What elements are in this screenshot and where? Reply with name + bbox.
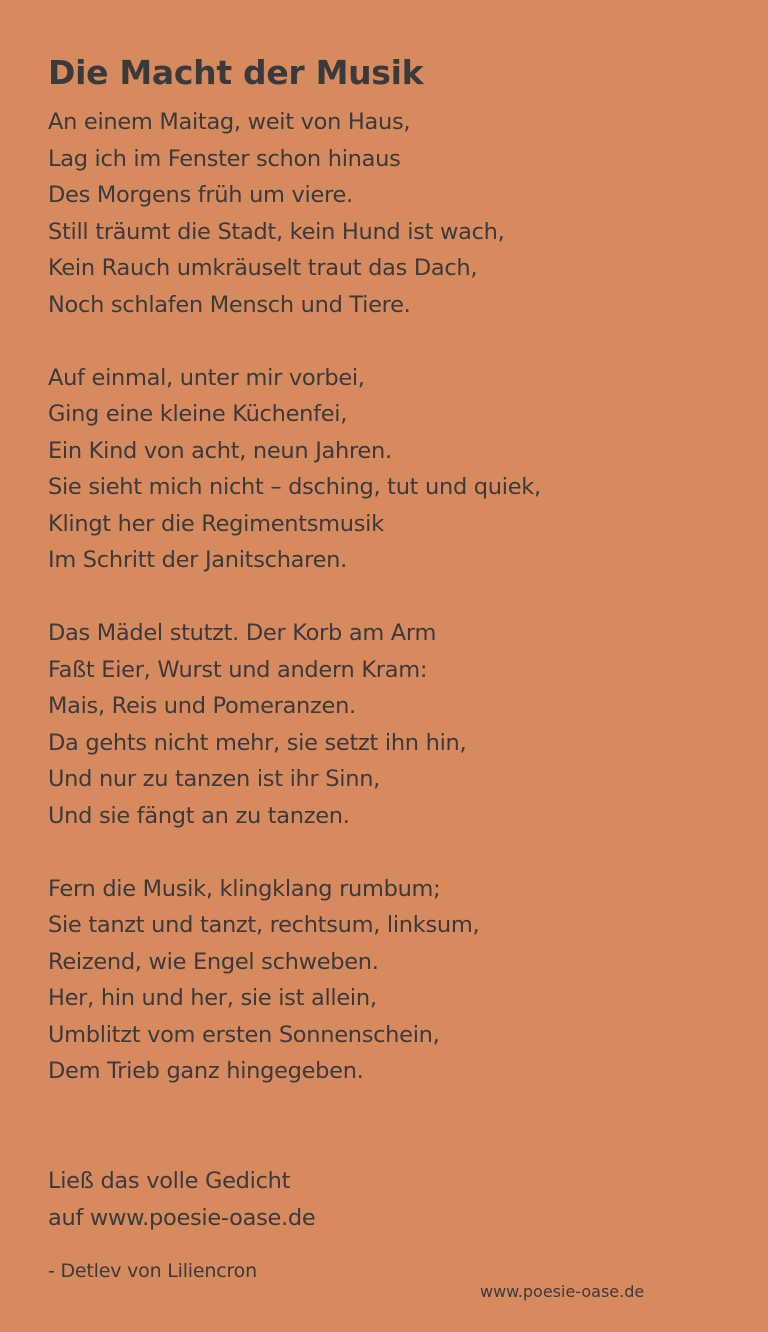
poem-line: Her, hin und her, sie ist allein, [48, 985, 377, 1011]
poem-line: Noch schlafen Mensch und Tiere. [48, 291, 411, 318]
full-poem-note [48, 1163, 315, 1236]
poem-line: Mais, Reis und Pomeranzen. [48, 693, 356, 719]
stanza-4 [48, 871, 728, 1090]
author-credit: - Detlev von Liliencron [48, 1260, 257, 1282]
stanza-1 [48, 104, 728, 323]
poem-line: Des Morgens früh um viere. [48, 182, 353, 208]
poem-line: Dem Trieb ganz hingegeben. [48, 1058, 364, 1084]
cta-line-1: Ließ das volle Gedicht [48, 1168, 291, 1194]
poem-line: Ein Kind von acht, neun Jahren. [48, 437, 392, 464]
cta-line-2: auf www.poesie-oase.de [48, 1204, 316, 1231]
poem-line: Sie sieht mich nicht – dsching, tut und quiek, [48, 474, 541, 500]
poem-body [48, 104, 728, 1090]
poem-line: An einem Maitag, weit von Haus, [48, 109, 411, 135]
site-watermark: www.poesie-oase.de [480, 1282, 645, 1301]
stanza-3 [48, 615, 728, 834]
poem-line: Und nur zu tanzen ist ihr Sinn, [48, 766, 381, 792]
poem-title: Die Macht der Musik [48, 53, 424, 92]
poem-line: Lag ich im Fenster schon hinaus [48, 145, 401, 172]
poem-line: Kein Rauch umkräuselt traut das Dach, [48, 255, 478, 281]
poem-line: Das Mädel stutzt. Der Korb am Arm [48, 620, 437, 646]
poem-line: Reizend, wie Engel schweben. [48, 948, 379, 975]
poem-page [48, 50, 728, 1126]
poem-line: Da gehts nicht mehr, sie setzt ihn hin, [48, 729, 467, 756]
poem-line: Auf einmal, unter mir vorbei, [48, 364, 365, 391]
poem-line: Umblitzt vom ersten Sonnenschein, [48, 1021, 440, 1048]
poem-line: Fern die Musik, klingklang rumbum; [48, 875, 441, 902]
stanza-2 [48, 360, 728, 579]
poem-line: Klingt her die Regimentsmusik [48, 510, 384, 537]
poem-line: Und sie fängt an zu tanzen. [48, 802, 350, 829]
poem-line: Still träumt die Stadt, kein Hund ist wach, [48, 218, 505, 245]
poem-line: Faßt Eier, Wurst und andern Kram: [48, 656, 428, 683]
poem-line: Ging eine kleine Küchenfei, [48, 401, 348, 427]
poem-line: Sie tanzt und tanzt, rechtsum, linksum, [48, 912, 480, 938]
poem-line: Im Schritt der Janitscharen. [48, 547, 347, 573]
